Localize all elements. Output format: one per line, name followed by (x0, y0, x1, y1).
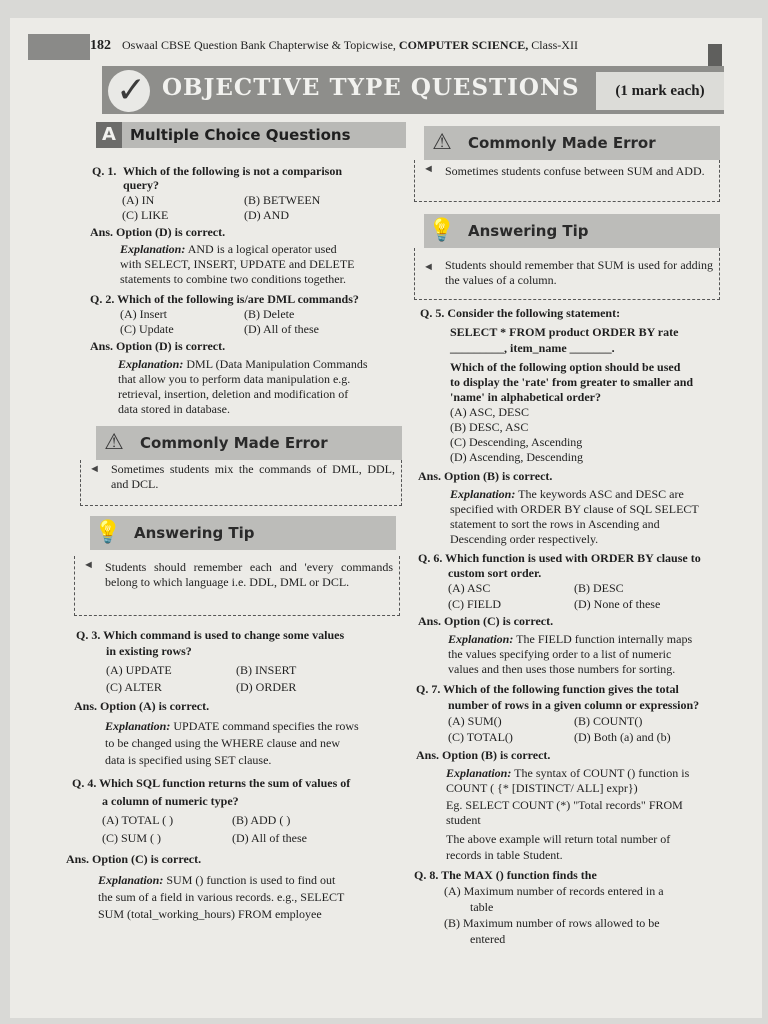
q5-answer: Ans. Option (B) is correct. (418, 469, 553, 483)
q5-question-line1: Which of the following option should be used (450, 360, 681, 374)
q4-explanation-label: Explanation: (98, 873, 164, 887)
q6-option-a: (A) ASC (448, 581, 491, 595)
q3-explanation-line1: UPDATE command specifies the rows (173, 719, 359, 733)
q8-option-a-line1: (A) Maximum number of records entered in a (444, 884, 664, 898)
q7-explanation-label: Explanation: (446, 766, 512, 780)
q4-explanation-line3: SUM (total_working_hours) FROM employee (98, 907, 322, 921)
q4-option-d: (D) All of these (232, 831, 307, 845)
q6-option-c: (C) FIELD (448, 597, 501, 611)
left-cme-text: Sometimes students mix the commands of DML, DDL, and DCL. (111, 462, 395, 491)
q1-answer: Ans. Option (D) is correct. (90, 225, 226, 239)
q7-option-b: (B) COUNT() (574, 714, 643, 728)
q7-answer: Ans. Option (B) is correct. (416, 748, 551, 762)
q3-option-a: (A) UPDATE (106, 663, 172, 677)
subject-title: COMPUTER SCIENCE, (398, 38, 529, 52)
q5-option-c: (C) Descending, Ascending (450, 435, 583, 449)
q1-number: Q. 1. (92, 164, 117, 178)
q2-question: Q. 2. Which of the following is/are DML commands? (90, 292, 359, 306)
section-badge: A (96, 122, 122, 148)
q8-option-b-line1: (B) Maximum number of rows allowed to be (444, 916, 660, 930)
q5-explanation-line2: specified with ORDER BY clause of SQL SELECT (450, 502, 699, 516)
right-cme-header (424, 126, 720, 160)
section-banner (102, 66, 724, 114)
page-number: 182 (90, 38, 111, 53)
class-label: Class-XII (531, 38, 578, 52)
q1-question-line2: query? (123, 178, 159, 192)
q5-statement-line1: SELECT * FROM product ORDER BY rate (450, 325, 679, 339)
q1-option-c: (C) LIKE (122, 208, 169, 222)
banner-title: OBJECTIVE TYPE QUESTIONS (162, 74, 580, 101)
q7-option-d: (D) Both (a) and (b) (574, 730, 671, 744)
q6-answer: Ans. Option (C) is correct. (418, 614, 554, 628)
pointer-arrow-icon: ◄ (423, 261, 434, 273)
lightbulb-icon: 💡 (94, 520, 122, 545)
q1-option-b: (B) BETWEEN (244, 193, 321, 207)
right-tip-title: Answering Tip (468, 222, 589, 240)
left-cme-header (96, 426, 402, 460)
q1-option-a: (A) IN (122, 193, 155, 207)
q2-option-a: (A) Insert (120, 307, 167, 321)
q7-explanation-line6: records in table Student. (446, 848, 563, 862)
q7-explanation-line3: Eg. SELECT COUNT (*) "Total records" FROM (446, 798, 683, 812)
q5-explanation-line4: Descending order respectively. (450, 532, 599, 546)
left-tip-title: Answering Tip (134, 524, 255, 542)
checkmark-icon: ✓ (108, 70, 150, 112)
q5-explanation-label: Explanation: (450, 487, 516, 501)
q2-option-b: (B) Delete (244, 307, 295, 321)
q7-question-line1: Q. 7. Which of the following function gives the total (416, 682, 679, 696)
q7-explanation-line2: COUNT ( {* [DISTINCT/ ALL] expr}) (446, 781, 638, 795)
running-header (90, 38, 578, 54)
section-title: Multiple Choice Questions (130, 126, 351, 144)
q5-question-line2: to display the 'rate' from greater to smaller and (450, 375, 694, 389)
warning-icon: ⚠ (104, 430, 124, 455)
left-tip-box (74, 556, 400, 616)
q4-explanation-line2: the sum of a field in various records. e.g., SELECT (98, 890, 345, 904)
q4-question-line2: a column of numeric type? (102, 794, 239, 808)
pointer-arrow-icon: ◄ (423, 163, 434, 175)
q4-question-line1: Q. 4. Which SQL function returns the sum of values of (72, 776, 351, 790)
right-cme-text: Sometimes students confuse between SUM and ADD. (445, 164, 705, 178)
q3-question-line1: Q. 3. Which command is used to change some values (76, 628, 345, 642)
q6-option-d: (D) None of these (574, 597, 661, 611)
q1-option-d: (D) AND (244, 208, 289, 222)
q2-answer: Ans. Option (D) is correct. (90, 339, 226, 353)
q1-explanation-line3: statements to combine two conditions together. (120, 272, 346, 286)
q5-statement-line2: _________, item_name _______. (450, 341, 615, 355)
q5-question-line3: 'name' in alphabetical order? (450, 390, 601, 404)
q8-question: Q. 8. The MAX () function finds the (414, 868, 597, 882)
q4-option-c: (C) SUM ( ) (102, 831, 161, 845)
q7-explanation-line1: The syntax of COUNT () function is (514, 766, 690, 780)
q2-explanation-line4: data stored in database. (118, 402, 230, 416)
q6-explanation-label: Explanation: (448, 632, 514, 646)
q3-explanation-line3: data is specified using SET clause. (105, 753, 272, 767)
header-strip (28, 34, 90, 60)
q8-option-a-line2: table (470, 900, 494, 914)
q4-option-a: (A) TOTAL ( ) (102, 813, 174, 827)
q2-explanation-line1: DML (Data Manipulation Commands (186, 357, 368, 371)
q3-option-d: (D) ORDER (236, 680, 297, 694)
q3-explanation-line2: to be changed using the WHERE clause and new (105, 736, 341, 750)
q5-explanation-line3: statement to sort the rows in Ascending and (450, 517, 660, 531)
section-a-header (96, 122, 406, 148)
marks-label: (1 mark each) (596, 72, 724, 110)
right-tip-box (414, 248, 720, 300)
pointer-arrow-icon: ◄ (83, 559, 94, 571)
q4-answer: Ans. Option (C) is correct. (66, 852, 202, 866)
q3-explanation-label: Explanation: (105, 719, 171, 733)
q7-question-line2: number of rows in a given column or expression? (448, 698, 700, 712)
q6-option-b: (B) DESC (574, 581, 624, 595)
q6-explanation-line2: the values specifying order to a list of numeric (448, 647, 672, 661)
right-tip-text: Students should remember that SUM is used for adding the values of a column. (445, 258, 713, 287)
q2-option-d: (D) All of these (244, 322, 319, 336)
q7-explanation-line5: The above example will return total number of (446, 832, 671, 846)
q6-explanation-line1: The FIELD function internally maps (516, 632, 693, 646)
left-tip-text: Students should remember each and 'every commands belong to which language i.e. DDL, DML or DCL. (105, 560, 393, 589)
q3-option-c: (C) ALTER (106, 680, 162, 694)
q8-option-b-line2: entered (470, 932, 506, 946)
q2-explanation-line3: retrieval, insertion, deletion and modification of (118, 387, 349, 401)
book-title: Oswaal CBSE Question Bank Chapterwise & Topicwise, (122, 38, 396, 52)
right-cme-box (414, 160, 720, 202)
q1-explanation-label: Explanation: (120, 242, 186, 256)
right-cme-title: Commonly Made Error (468, 134, 656, 152)
left-tip-header (90, 516, 396, 550)
left-cme-box (80, 460, 402, 506)
q4-option-b: (B) ADD ( ) (232, 813, 291, 827)
q7-option-c: (C) TOTAL() (448, 730, 513, 744)
q6-question-line1: Q. 6. Which function is used with ORDER BY clause to (418, 551, 701, 565)
q5-option-d: (D) Ascending, Descending (450, 450, 583, 464)
textbook-page (10, 18, 762, 1018)
q1-explanation-line2: with SELECT, INSERT, UPDATE and DELETE (120, 257, 355, 271)
warning-icon: ⚠ (432, 130, 452, 155)
left-cme-title: Commonly Made Error (140, 434, 328, 452)
q4-explanation-line1: SUM () function is used to find out (166, 873, 336, 887)
q5-option-b: (B) DESC, ASC (450, 420, 529, 434)
q3-option-b: (B) INSERT (236, 663, 297, 677)
q7-explanation-line4: student (446, 813, 481, 827)
q2-explanation-label: Explanation: (118, 357, 184, 371)
q6-explanation-line3: values and then uses those numbers for sorting. (448, 662, 676, 676)
q5-explanation-line1: The keywords ASC and DESC are (518, 487, 684, 501)
q7-option-a: (A) SUM() (448, 714, 502, 728)
q6-question-line2: custom sort order. (448, 566, 542, 580)
right-tip-header (424, 214, 720, 248)
lightbulb-icon: 💡 (428, 218, 456, 243)
q3-question-line2: in existing rows? (106, 644, 192, 658)
q5-option-a: (A) ASC, DESC (450, 405, 530, 419)
q2-explanation-line2: that allow you to perform data manipulation e.g. (118, 372, 351, 386)
q1-question-line1: Which of the following is not a comparison (123, 164, 343, 178)
pointer-arrow-icon: ◄ (89, 463, 100, 475)
q3-answer: Ans. Option (A) is correct. (74, 699, 210, 713)
q2-option-c: (C) Update (120, 322, 174, 336)
q1-explanation-line1: AND is a logical operator used (187, 242, 337, 256)
q5-question: Q. 5. Consider the following statement: (420, 306, 621, 320)
